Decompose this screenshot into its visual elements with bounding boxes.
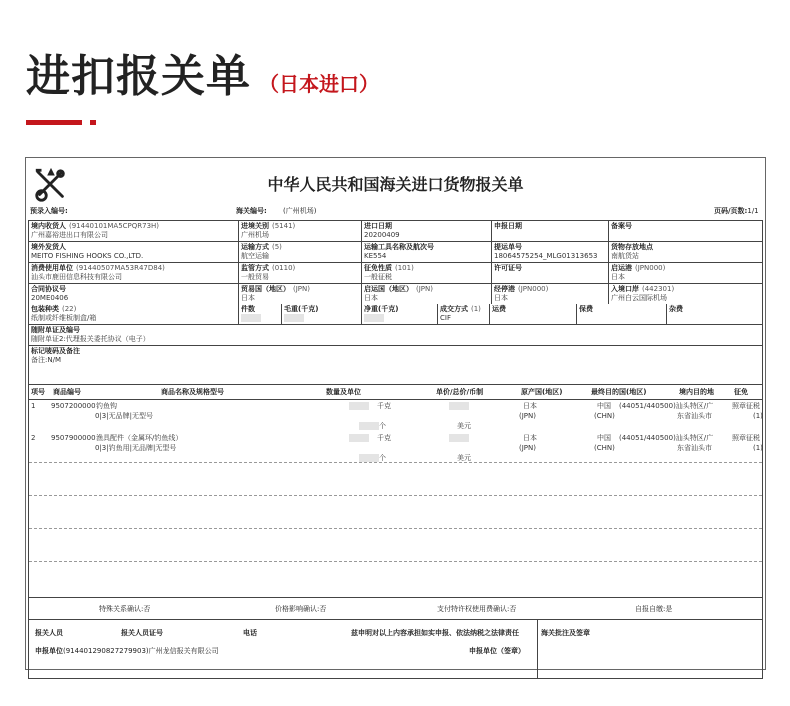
declarant-label: 报关人员 <box>35 629 63 637</box>
goods-dest: 中国 <box>597 402 611 410</box>
redacted-value <box>349 434 369 442</box>
goods-levy-code: (1) <box>753 444 763 452</box>
redacted-value <box>359 454 379 462</box>
field-cell: 许可证号 <box>492 263 609 283</box>
goods-currency: 美元 <box>457 454 471 462</box>
goods-origin: 日本 <box>523 434 537 442</box>
goods-unit1: 千克 <box>377 402 391 410</box>
goods-unit2: 个 <box>379 454 386 462</box>
goods-code: 9507900000 <box>51 434 96 442</box>
confirmations-row <box>29 598 762 620</box>
field-cell: 贸易国（地区） (JPN) 日本 <box>239 284 362 304</box>
price-impact: 价格影响确认:否 <box>275 605 327 613</box>
goods-domestic: (44051/440500)汕头特区/广 <box>619 434 714 442</box>
field-cell: 入境口岸 (442301) 广州白云国际机场 <box>611 285 675 302</box>
goods-list <box>29 400 762 598</box>
goods-levy: 照章征税 <box>732 434 760 442</box>
redacted-value <box>449 402 469 410</box>
goods-row-divider <box>29 528 762 529</box>
goods-levy: 照章征税 <box>732 402 760 410</box>
goods-domestic: (44051/440500)汕头特区/广 <box>619 402 714 410</box>
field-cell: 进境关别 (5141) 广州机场 <box>239 221 362 241</box>
goods-domestic2: 东省汕头市 <box>677 444 712 452</box>
field-cell: 进口日期 20200409 <box>362 221 492 241</box>
customs-note-label: 海关批注及签章 <box>541 629 590 637</box>
heading <box>26 40 379 104</box>
cell-gross-weight: 毛重(千克) <box>282 304 362 324</box>
field-cell: 消费使用单位 (91440507MA53R47D84) 汕头市鹿田信息科技有限公司 <box>29 263 239 283</box>
header-row <box>29 242 762 263</box>
cell-misc-fee: 杂费 <box>669 305 683 313</box>
goods-unit2: 个 <box>379 422 386 430</box>
goods-row-divider <box>29 495 762 496</box>
cell-freight: 运费 <box>490 304 577 324</box>
field-cell: 启运国（地区） (JPN) 日本 <box>362 284 492 304</box>
cell-pieces: 件数 <box>239 304 282 324</box>
goods-code: 9507200000 <box>51 402 96 410</box>
header-row <box>29 263 762 284</box>
field-cell: 备案号 <box>611 222 632 230</box>
goods-currency: 美元 <box>457 422 471 430</box>
royalty-payment: 支付特许权使用费确认:否 <box>437 605 517 613</box>
goods-spec: 0|3|无品牌|无型号 <box>95 412 153 420</box>
declaring-unit: 申报单位 (914401290827279903)广州龙信报关有限公司 <box>35 647 219 655</box>
field-cell: 运输工具名称及航次号 KE554 <box>362 242 492 262</box>
goods-dest-code: (CHN) <box>594 412 615 420</box>
goods-spec: 0|3|钓鱼用|无品牌|无型号 <box>95 444 177 452</box>
row-documents: 随附单证及编号 随附单证2:代理报关委托协议（电子） <box>29 325 762 346</box>
field-cell: 货物存放地点 南航货站 <box>611 243 653 260</box>
signature-row <box>29 620 762 678</box>
goods-origin: 日本 <box>523 402 537 410</box>
field-cell: 征免性质 (101) 一般征税 <box>362 263 492 283</box>
cell-package: 包装种类 (22) 纸制或纤维板制盒/箱 <box>29 304 239 324</box>
header-row <box>29 284 762 304</box>
goods-name: 渔具配件（金属环/钓鱼线） <box>96 434 183 442</box>
field-cell: 申报日期 <box>492 221 609 241</box>
self-report: 自报自缴:是 <box>635 605 673 613</box>
pre-entry-no: 预录入编号: <box>30 207 68 215</box>
declaration-grid <box>28 220 763 679</box>
customs-no: 海关编号: (广州机场) <box>236 207 317 215</box>
redacted-value <box>349 402 369 410</box>
redacted-value <box>359 422 379 430</box>
title-underline <box>26 120 82 125</box>
goods-origin-code: (JPN) <box>519 444 536 452</box>
goods-domestic2: 东省汕头市 <box>677 412 712 420</box>
phone-label: 电话 <box>243 629 257 637</box>
cell-net-weight: 净重(千克) <box>362 304 438 324</box>
field-cell: 合同协议号 20ME0406 <box>29 284 239 304</box>
goods-no: 2 <box>31 434 36 442</box>
goods-row-divider <box>29 462 762 463</box>
page-title: 进扣报关单 <box>26 51 251 102</box>
field-cell: 监管方式 (0110) 一般贸易 <box>239 263 362 283</box>
special-relation: 特殊关系确认:否 <box>99 605 151 613</box>
goods-unit1: 千克 <box>377 434 391 442</box>
header-row <box>29 221 762 242</box>
goods-dest: 中国 <box>597 434 611 442</box>
goods-dest-code: (CHN) <box>594 444 615 452</box>
goods-origin-code: (JPN) <box>519 412 536 420</box>
cell-insurance: 保费 <box>577 304 667 324</box>
field-cell: 经停港 (JPN000) 日本 <box>492 284 609 304</box>
legal-statement: 兹申明对以上内容承担如实申报、依法纳税之法律责任 <box>351 629 519 637</box>
field-cell: 提运单号 18064575254_MLG01313653 <box>492 242 609 262</box>
goods-levy-code: (1) <box>753 412 763 420</box>
redacted-value <box>449 434 469 442</box>
row-package <box>29 304 762 325</box>
goods-no: 1 <box>31 402 36 410</box>
title-underline-dot <box>90 120 96 125</box>
page-subtitle: （日本进口） <box>259 72 379 96</box>
row-marks: 标记唛码及备注 备注:N/M <box>29 346 762 385</box>
declaring-unit-sign: 申报单位（签章） <box>469 647 525 655</box>
goods-header: 项号 商品编号 商品名称及规格型号 数量及单位 单价/总价/币制 原产国(地区) 最终目的国(地区) 境内目的地 征免 <box>29 385 762 400</box>
customs-declaration-form <box>25 157 766 670</box>
field-cell: 运输方式 (5) 航空运输 <box>239 242 362 262</box>
goods-name: 钓鱼钩 <box>96 402 117 410</box>
field-cell: 启运港 (JPN000) 日本 <box>611 264 666 281</box>
cell-deal-mode: 成交方式 (1) CIF <box>438 304 490 324</box>
goods-row-divider <box>29 561 762 562</box>
page-count: 页码/页数:1/1 <box>714 207 759 215</box>
declarant-cert-label: 报关人员证号 <box>121 629 163 637</box>
field-cell: 境内收货人 (91440101MA5CPQR73H) 广州嘉裕进出口有限公司 <box>29 221 239 241</box>
form-title: 中华人民共和国海关进口货物报关单 <box>267 175 524 194</box>
field-cell: 境外发货人 MEITO FISHING HOOKS CO.,LTD. <box>29 242 239 262</box>
